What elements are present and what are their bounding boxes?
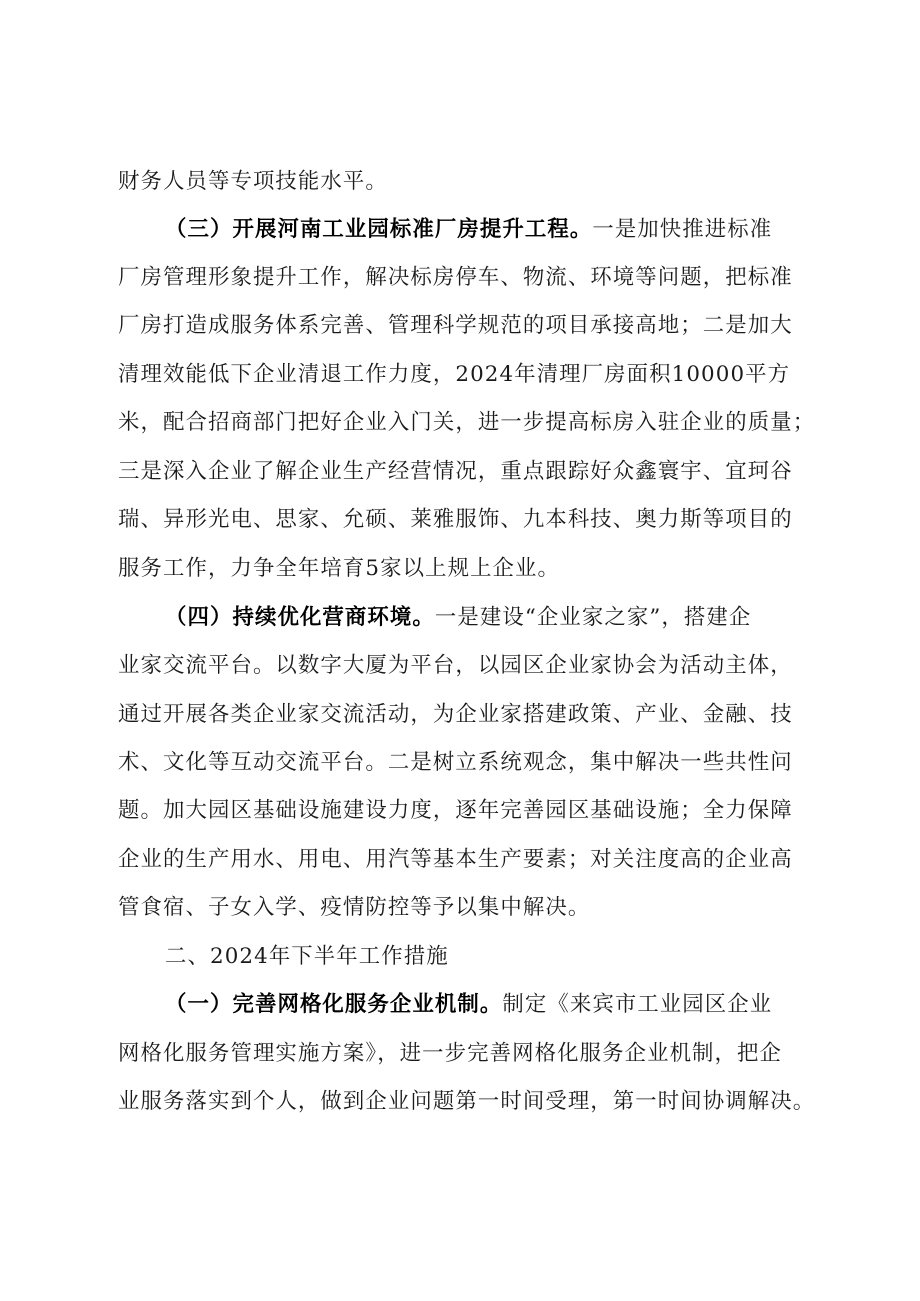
line-text: 厂房管理形象提升工作，解决标房停车、物流、环境等问题，把标准 — [118, 265, 793, 290]
text-line — [118, 397, 818, 449]
text-line — [118, 446, 818, 498]
text-line — [118, 834, 818, 886]
line-text: 财务人员等专项技能水平。 — [118, 169, 388, 194]
text-line — [118, 882, 818, 934]
line-text: 二、2024年下半年工作措施 — [165, 944, 449, 969]
line-text: 管食宿、子女入学、疫情防控等予以集中解决。 — [118, 895, 591, 920]
text-line — [118, 156, 818, 208]
heading-text: （一）完善网格化服务企业机制。 — [165, 992, 503, 1017]
text-line — [118, 494, 818, 546]
line-text: 一是加快推进标准 — [592, 217, 773, 242]
heading-text: （三）开展河南工业园标准厂房提升工程。 — [165, 217, 593, 242]
line-text: 米，配合招商部门把好企业入门关，进一步提高标房入驻企业的质量； — [118, 410, 816, 435]
text-line — [118, 252, 818, 304]
line-text: 业服务落实到个人，做到企业问题第一时间受理，第一时间协调解决。 — [118, 1089, 816, 1114]
text-line — [118, 349, 818, 401]
text-line — [118, 1076, 818, 1128]
line-text: 制定《来宾市工业园区企业 — [502, 992, 773, 1017]
line-text: 通过开展各类企业家交流活动，为企业家搭建政策、产业、金融、技 — [118, 702, 793, 727]
line-text: 瑞、异形光电、思家、允硕、莱雅服饰、九本科技、奥力斯等项目的 — [118, 507, 793, 532]
line-text: 服务工作，力争全年培育5家以上规上企业。 — [118, 556, 561, 581]
line-text: 厂房打造成服务体系完善、管理科学规范的项目承接高地；二是加大 — [118, 313, 793, 338]
section-heading-4 — [165, 592, 818, 644]
section-heading-3 — [165, 204, 818, 256]
line-text: 术、文化等互动交流平台。二是树立系统观念，集中解决一些共性问 — [118, 750, 793, 775]
line-text: 一是建设“企业家之家”，搭建企 — [434, 605, 752, 630]
text-line — [118, 1028, 818, 1080]
text-line — [118, 543, 818, 595]
heading-text: （四）持续优化营商环境。 — [165, 605, 435, 630]
line-text: 题。加大园区基础设施建设力度，逐年完善园区基础设施；全力保障 — [118, 798, 793, 823]
line-text: 三是深入企业了解企业生产经营情况，重点跟踪好众鑫寰宇、宜珂谷 — [118, 459, 793, 484]
text-line — [118, 300, 818, 352]
text-line — [118, 689, 818, 741]
section-heading-1 — [165, 979, 818, 1031]
line-text: 网格化服务管理实施方案》，进一步完善网格化服务企业机制，把企 — [118, 1041, 783, 1066]
line-text: 企业的生产用水、用电、用汽等基本生产要素；对关注度高的企业高 — [118, 847, 793, 872]
line-text: 清理效能低下企业清退工作力度，2024年清理厂房面积10000平方 — [118, 362, 791, 387]
text-line — [118, 785, 818, 837]
text-line — [118, 640, 818, 692]
chapter-heading-2 — [165, 931, 818, 983]
text-line — [118, 737, 818, 789]
line-text: 业家交流平台。以数字大厦为平台，以园区企业家协会为活动主体， — [118, 653, 793, 678]
